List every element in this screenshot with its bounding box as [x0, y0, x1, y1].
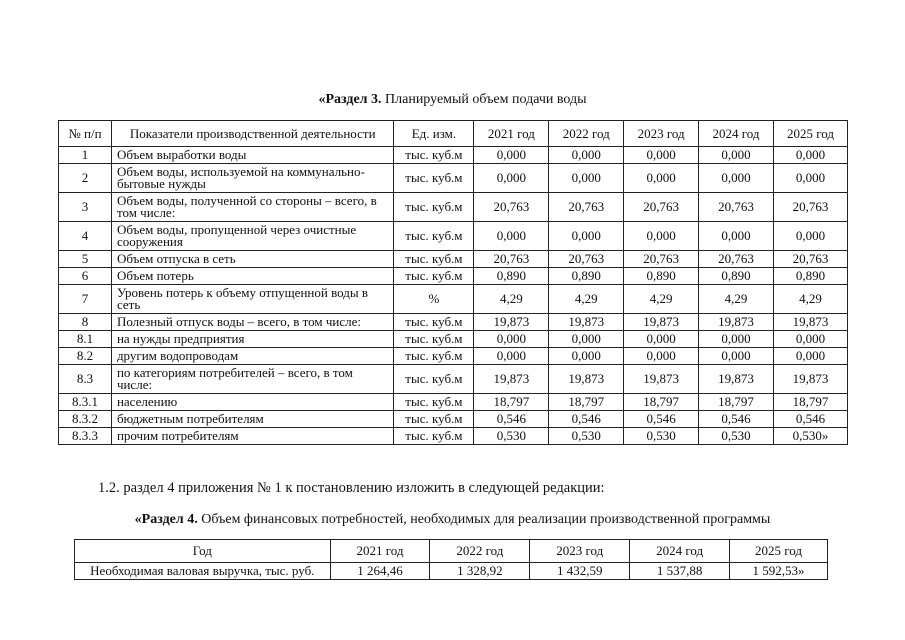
year-value: 19,873	[699, 365, 774, 394]
indicator-name: Объем воды, используемой на коммунально-бытовые нужды	[111, 164, 394, 193]
unit: тыс. куб.м	[394, 394, 474, 411]
section-4-title	[0, 512, 905, 528]
row-number: 3	[59, 193, 112, 222]
year-value: 0,000	[549, 331, 624, 348]
year-value: 0,000	[549, 348, 624, 365]
year-value: 18,797	[699, 394, 774, 411]
column-header: 2022 год	[430, 540, 530, 563]
column-header: № п/п	[59, 121, 112, 147]
year-value: 4,29	[774, 285, 848, 314]
table-row	[59, 365, 848, 394]
year-value: 0,000	[774, 222, 848, 251]
table-row	[59, 268, 848, 285]
year-value: 0,546	[774, 411, 848, 428]
unit: тыс. куб.м	[394, 411, 474, 428]
indicator-name: по категориям потребителей – всего, в том числе:	[111, 365, 394, 394]
year-value: 0,000	[774, 331, 848, 348]
year-value: 0,000	[474, 331, 549, 348]
row-number: 8.3.1	[59, 394, 112, 411]
row-number: 8.3.3	[59, 428, 112, 445]
table-row	[59, 251, 848, 268]
year-value: 20,763	[474, 251, 549, 268]
indicator-name: на нужды предприятия	[111, 331, 394, 348]
year-value: 0,000	[774, 147, 848, 164]
section-3-title-text: Планируемый объем подачи воды	[381, 92, 587, 107]
year-value: 0,000	[474, 348, 549, 365]
row-number: 8.2	[59, 348, 112, 365]
row-number: 1	[59, 147, 112, 164]
financial-needs-table	[74, 539, 828, 580]
unit: тыс. куб.м	[394, 331, 474, 348]
unit: тыс. куб.м	[394, 314, 474, 331]
unit: тыс. куб.м	[394, 348, 474, 365]
year-value: 0,530	[474, 428, 549, 445]
year-value: 0,000	[624, 164, 699, 193]
year-value: 0,890	[474, 268, 549, 285]
indicator-name: другим водопроводам	[111, 348, 394, 365]
indicator-name: Полезный отпуск воды – всего, в том числе:	[111, 314, 394, 331]
year-value: 19,873	[774, 314, 848, 331]
column-header: Год	[75, 540, 331, 563]
table-header-row	[75, 540, 828, 563]
year-value: 0,000	[624, 147, 699, 164]
row-label: Необходимая валовая выручка, тыс. руб.	[75, 563, 331, 580]
year-value: 0,000	[774, 164, 848, 193]
year-value: 0,000	[699, 331, 774, 348]
indicator-name: бюджетным потребителям	[111, 411, 394, 428]
year-value: 20,763	[774, 251, 848, 268]
year-value: 18,797	[474, 394, 549, 411]
indicator-name: прочим потребителям	[111, 428, 394, 445]
year-value: 19,873	[549, 314, 624, 331]
year-value: 20,763	[774, 193, 848, 222]
year-value: 1 537,88	[630, 563, 730, 580]
year-value: 0,000	[774, 348, 848, 365]
year-value: 0,000	[549, 164, 624, 193]
column-header: 2024 год	[699, 121, 774, 147]
unit: %	[394, 285, 474, 314]
unit: тыс. куб.м	[394, 222, 474, 251]
section-4-title-text: Объем финансовых потребностей, необходимых для реализации производственной программы	[197, 512, 771, 527]
section-4-title-bold: «Раздел 4.	[134, 512, 198, 527]
column-header: 2021 год	[474, 121, 549, 147]
year-value: 0,000	[699, 164, 774, 193]
year-value: 1 592,53»	[730, 563, 828, 580]
table-row	[75, 563, 828, 580]
column-header: 2025 год	[730, 540, 828, 563]
year-value: 0,000	[549, 222, 624, 251]
year-value: 18,797	[774, 394, 848, 411]
year-value: 20,763	[624, 251, 699, 268]
row-number: 8	[59, 314, 112, 331]
year-value: 4,29	[624, 285, 699, 314]
table-row	[59, 193, 848, 222]
indicator-name: Объем выработки воды	[111, 147, 394, 164]
year-value: 0,890	[774, 268, 848, 285]
year-value: 0,890	[699, 268, 774, 285]
indicator-name: Уровень потерь к объему отпущенной воды в сеть	[111, 285, 394, 314]
indicator-name: Объем потерь	[111, 268, 394, 285]
column-header: Показатели производственной деятельности	[111, 121, 394, 147]
year-value: 0,000	[474, 164, 549, 193]
year-value: 0,000	[699, 348, 774, 365]
row-number: 2	[59, 164, 112, 193]
table-row	[59, 285, 848, 314]
year-value: 0,000	[549, 147, 624, 164]
row-number: 8.3.2	[59, 411, 112, 428]
year-value: 0,530	[699, 428, 774, 445]
year-value: 0,000	[699, 147, 774, 164]
year-value: 20,763	[549, 193, 624, 222]
row-number: 8.3	[59, 365, 112, 394]
year-value: 1 328,92	[430, 563, 530, 580]
year-value: 20,763	[474, 193, 549, 222]
year-value: 19,873	[549, 365, 624, 394]
unit: тыс. куб.м	[394, 365, 474, 394]
table-row	[59, 411, 848, 428]
year-value: 20,763	[549, 251, 624, 268]
year-value: 0,546	[699, 411, 774, 428]
year-value: 0,000	[474, 222, 549, 251]
year-value: 0,000	[624, 331, 699, 348]
year-value: 19,873	[474, 365, 549, 394]
year-value: 19,873	[474, 314, 549, 331]
year-value: 0,530	[624, 428, 699, 445]
year-value: 0,000	[624, 222, 699, 251]
column-header: 2024 год	[630, 540, 730, 563]
water-supply-table	[58, 120, 848, 445]
table-row	[59, 164, 848, 193]
column-header: 2023 год	[624, 121, 699, 147]
year-value: 20,763	[624, 193, 699, 222]
year-value: 18,797	[549, 394, 624, 411]
amendment-paragraph: 1.2. раздел 4 приложения № 1 к постановлению изложить в следующей редакции:	[98, 480, 605, 496]
unit: тыс. куб.м	[394, 268, 474, 285]
table-row	[59, 331, 848, 348]
indicator-name: Объем воды, пропущенной через очистные сооружения	[111, 222, 394, 251]
column-header: Ед. изм.	[394, 121, 474, 147]
year-value: 20,763	[699, 251, 774, 268]
year-value: 1 264,46	[330, 563, 430, 580]
section-3-title	[0, 92, 905, 108]
year-value: 20,763	[699, 193, 774, 222]
year-value: 0,000	[624, 348, 699, 365]
year-value: 19,873	[699, 314, 774, 331]
year-value: 0,546	[474, 411, 549, 428]
indicator-name: населению	[111, 394, 394, 411]
year-value: 0,000	[474, 147, 549, 164]
row-number: 4	[59, 222, 112, 251]
table-row	[59, 314, 848, 331]
year-value: 0,890	[624, 268, 699, 285]
section-3-title-bold: «Раздел 3.	[318, 92, 382, 107]
year-value: 19,873	[624, 365, 699, 394]
row-number: 6	[59, 268, 112, 285]
table-row	[59, 147, 848, 164]
unit: тыс. куб.м	[394, 428, 474, 445]
year-value: 1 432,59	[530, 563, 630, 580]
table-header-row	[59, 121, 848, 147]
year-value: 0,546	[549, 411, 624, 428]
table-row	[59, 394, 848, 411]
row-number: 7	[59, 285, 112, 314]
year-value: 19,873	[774, 365, 848, 394]
year-value: 4,29	[474, 285, 549, 314]
unit: тыс. куб.м	[394, 147, 474, 164]
row-number: 8.1	[59, 331, 112, 348]
table-row	[59, 348, 848, 365]
table-row	[59, 222, 848, 251]
unit: тыс. куб.м	[394, 193, 474, 222]
column-header: 2023 год	[530, 540, 630, 563]
column-header: 2022 год	[549, 121, 624, 147]
year-value: 4,29	[699, 285, 774, 314]
year-value: 19,873	[624, 314, 699, 331]
year-value: 4,29	[549, 285, 624, 314]
year-value: 0,546	[624, 411, 699, 428]
table-row	[59, 428, 848, 445]
year-value: 0,000	[699, 222, 774, 251]
year-value: 0,530	[549, 428, 624, 445]
column-header: 2021 год	[330, 540, 430, 563]
year-value: 0,890	[549, 268, 624, 285]
unit: тыс. куб.м	[394, 164, 474, 193]
indicator-name: Объем воды, полученной со стороны – всего, в том числе:	[111, 193, 394, 222]
column-header: 2025 год	[774, 121, 848, 147]
unit: тыс. куб.м	[394, 251, 474, 268]
year-value: 18,797	[624, 394, 699, 411]
indicator-name: Объем отпуска в сеть	[111, 251, 394, 268]
row-number: 5	[59, 251, 112, 268]
year-value: 0,530»	[774, 428, 848, 445]
